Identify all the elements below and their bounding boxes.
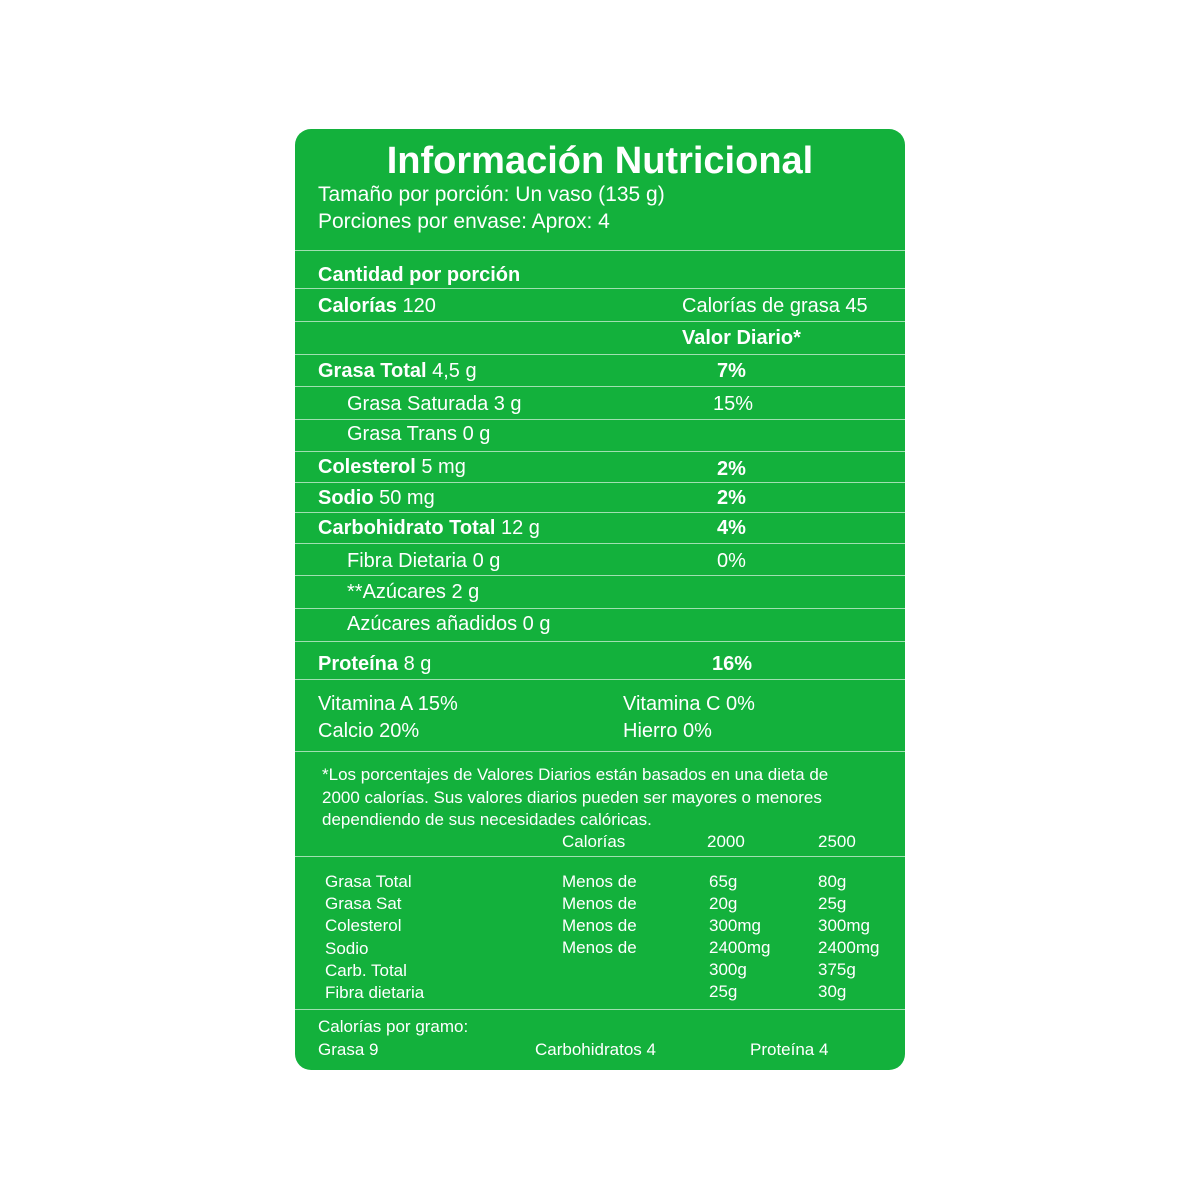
calories-row — [318, 296, 436, 316]
divider — [295, 386, 905, 387]
divider — [295, 751, 905, 752]
divider — [295, 679, 905, 680]
ref-qualifier: Menos de — [562, 872, 637, 891]
ref-value-2500: 25g — [818, 894, 847, 913]
ref-nutrient: Colesterol — [325, 916, 402, 935]
nutrient-amount: 5 mg — [421, 456, 466, 478]
divider — [295, 482, 905, 483]
iron: Hierro 0% — [623, 720, 712, 742]
ref-qualifier: Menos de — [562, 916, 637, 935]
ref-value-2000: 2400mg — [709, 938, 771, 957]
nutrient-dv: 15% — [713, 393, 754, 415]
daily-value-header: Valor Diario* — [682, 327, 801, 349]
ref-value-2500: 2400mg — [818, 938, 880, 957]
nutrient-dv: 2% — [717, 458, 746, 480]
nutrient-row — [318, 518, 540, 538]
nutrient-amount: 8 g — [403, 653, 432, 675]
ref-value-2000: 65g — [709, 872, 738, 891]
footnote-line: dependiendo de sus necesidades calóricas. — [322, 810, 652, 829]
ref-value-2500: 375g — [818, 960, 856, 979]
nutrition-facts-label — [295, 129, 905, 1070]
vitamin-a: Vitamina A 15% — [318, 693, 458, 715]
ref-value-2000: 300g — [709, 960, 747, 979]
ref-nutrient: Carb. Total — [325, 961, 407, 980]
nutrient-label: Azúcares añadidos 0 g — [347, 613, 551, 635]
nutrient-dv: 0% — [717, 550, 746, 572]
serving-size: Tamaño por porción: Un vaso (135 g) — [318, 183, 665, 206]
ref-nutrient: Grasa Sat — [325, 894, 402, 913]
divider — [295, 250, 905, 251]
nutrient-amount: 4,5 g — [432, 360, 477, 382]
ref-value-2000: 25g — [709, 982, 738, 1001]
divider — [295, 419, 905, 420]
ref-header-2500: 2500 — [818, 832, 856, 851]
nutrient-dv: 4% — [717, 517, 746, 539]
divider — [295, 575, 905, 576]
ref-header-calories: Calorías — [562, 832, 626, 851]
divider — [295, 321, 905, 322]
divider — [295, 1009, 905, 1010]
divider — [295, 451, 905, 452]
nutrient-label: Proteína — [318, 653, 399, 675]
label-title: Información Nutricional — [386, 140, 814, 182]
footnote-line: *Los porcentajes de Valores Diarios están basados en una dieta de — [322, 765, 829, 784]
ref-value-2000: 20g — [709, 894, 738, 913]
divider — [295, 856, 905, 857]
divider — [295, 288, 905, 289]
divider — [295, 354, 905, 355]
divider — [295, 608, 905, 609]
footnote-line: 2000 calorías. Sus valores diarios pueden ser mayores o menores — [322, 788, 822, 807]
ref-header-2000: 2000 — [707, 832, 745, 851]
calories-value: 120 — [402, 295, 436, 317]
amount-per-serving: Cantidad por porción — [318, 264, 521, 286]
ref-value-2500: 80g — [818, 872, 847, 891]
ref-qualifier: Menos de — [562, 938, 637, 957]
protein-per-gram: Proteína 4 — [750, 1040, 829, 1059]
calories-per-gram-label: Calorías por gramo: — [318, 1017, 469, 1036]
nutrient-label: Grasa Trans 0 g — [347, 423, 491, 445]
ref-value-2000: 300mg — [709, 916, 761, 935]
nutrient-dv: 7% — [717, 360, 746, 382]
nutrient-label: Colesterol — [318, 456, 416, 478]
nutrient-row — [318, 654, 431, 674]
calcium: Calcio 20% — [318, 720, 420, 742]
nutrient-row — [318, 488, 435, 508]
ref-value-2500: 30g — [818, 982, 847, 1001]
nutrient-label: Grasa Saturada 3 g — [347, 393, 522, 415]
divider — [295, 641, 905, 642]
ref-nutrient: Fibra dietaria — [325, 983, 425, 1002]
nutrient-row — [318, 361, 477, 381]
nutrient-label: Grasa Total — [318, 360, 427, 382]
carbs-per-gram: Carbohidratos 4 — [535, 1040, 656, 1059]
divider — [295, 543, 905, 544]
divider — [295, 512, 905, 513]
nutrient-row — [318, 457, 466, 477]
ref-value-2500: 300mg — [818, 916, 870, 935]
fat-per-gram: Grasa 9 — [318, 1040, 379, 1059]
nutrient-label: Sodio — [318, 487, 374, 509]
nutrient-label: Carbohidrato Total — [318, 517, 496, 539]
fat-calories: Calorías de grasa 45 — [682, 295, 868, 317]
servings-per-container: Porciones por envase: Aprox: 4 — [318, 210, 610, 233]
nutrient-label: Fibra Dietaria 0 g — [347, 550, 501, 572]
nutrient-dv: 2% — [717, 487, 746, 509]
nutrient-label: **Azúcares 2 g — [347, 581, 480, 603]
ref-nutrient: Sodio — [325, 939, 369, 958]
vitamin-c: Vitamina C 0% — [623, 693, 755, 715]
ref-qualifier: Menos de — [562, 894, 637, 913]
ref-nutrient: Grasa Total — [325, 872, 412, 891]
nutrient-amount: 12 g — [500, 517, 540, 539]
nutrient-dv: 16% — [712, 653, 753, 675]
calories-label: Calorías — [318, 295, 397, 317]
nutrient-amount: 50 mg — [379, 487, 435, 509]
